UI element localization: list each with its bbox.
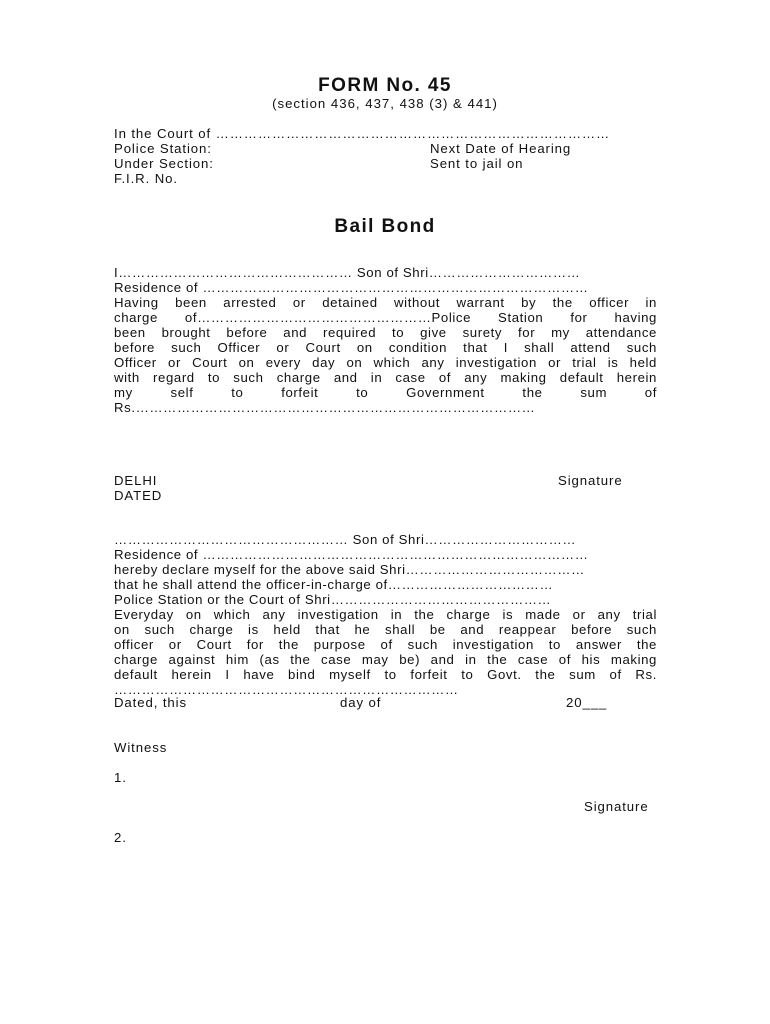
bond-line: my self to forfeit to Government the sum of [114, 385, 657, 400]
witness-one: 1. [114, 770, 127, 785]
next-hearing-label: Next Date of Hearing [430, 141, 572, 156]
police-station-label: Police Station: [114, 141, 212, 156]
dated-this-label: Dated, this [114, 695, 187, 710]
year-field: 20___ [566, 695, 608, 710]
form-subtitle: (section 436, 437, 438 (3) & 441) [272, 96, 498, 111]
day-of-label: day of [340, 695, 382, 710]
witness-two: 2. [114, 830, 127, 845]
bond-paragraph [114, 265, 657, 415]
bond-line: Residence of ………………………………………………………………………… [114, 280, 589, 295]
surety-line: that he shall attend the officer-in-charge of……………………………… [114, 577, 554, 592]
surety-line: officer or Court for the purpose of such investigation to answer the [114, 637, 657, 652]
bond-line: Officer or Court on every day on which any investigation or trial is held [114, 355, 657, 370]
surety-line: Residence of ………………………………………………………………………… [114, 547, 589, 562]
under-section-label: Under Section: [114, 156, 214, 171]
bond-line: with regard to such charge and in case of any making default herein [114, 370, 657, 385]
witness-label: Witness [114, 740, 168, 755]
witness-signature-label: Signature [584, 799, 649, 814]
surety-line: Everyday on which any investigation in the charge is made or any trial [114, 607, 657, 622]
fir-label: F.I.R. No. [114, 171, 178, 186]
surety-line: ………………………………………………………………… [114, 682, 459, 697]
bail-bond-heading: Bail Bond [334, 216, 436, 237]
surety-line: …………………………………………… Son of Shri…………………………… [114, 532, 577, 547]
dated-label: DATED [114, 488, 163, 503]
bond-signature-label: Signature [558, 473, 623, 488]
sent-to-jail-label: Sent to jail on [430, 156, 524, 171]
bond-line: Having been arrested or detained without warrant by the officer in [114, 295, 657, 310]
form-title: FORM No. 45 [318, 75, 452, 96]
bond-line: before such Officer or Court on condition that I shall attend such [114, 340, 657, 355]
surety-paragraph [114, 532, 657, 697]
surety-line: charge against him (as the case may be) and in the case of his making [114, 652, 657, 667]
surety-line: default herein I have bind myself to forfeit to Govt. the sum of Rs. [114, 667, 657, 682]
surety-line: hereby declare myself for the above said Shri………………………………… [114, 562, 585, 577]
surety-line: Police Station or the Court of Shri………………………………………… [114, 592, 552, 607]
court-field: In the Court of ………………………………………………………………………… [114, 126, 611, 141]
place-label: DELHI [114, 473, 158, 488]
bond-line: I…………………………………………… Son of Shri…………………………… [114, 265, 581, 280]
bond-line: Rs.…………………………………………………………………………… [114, 400, 536, 415]
bond-line: charge of……………………………………………Police Station for having [114, 310, 657, 325]
surety-line: on such charge is held that he shall be and reappear before such [114, 622, 657, 637]
bond-line: been brought before and required to give surety for my attendance [114, 325, 657, 340]
